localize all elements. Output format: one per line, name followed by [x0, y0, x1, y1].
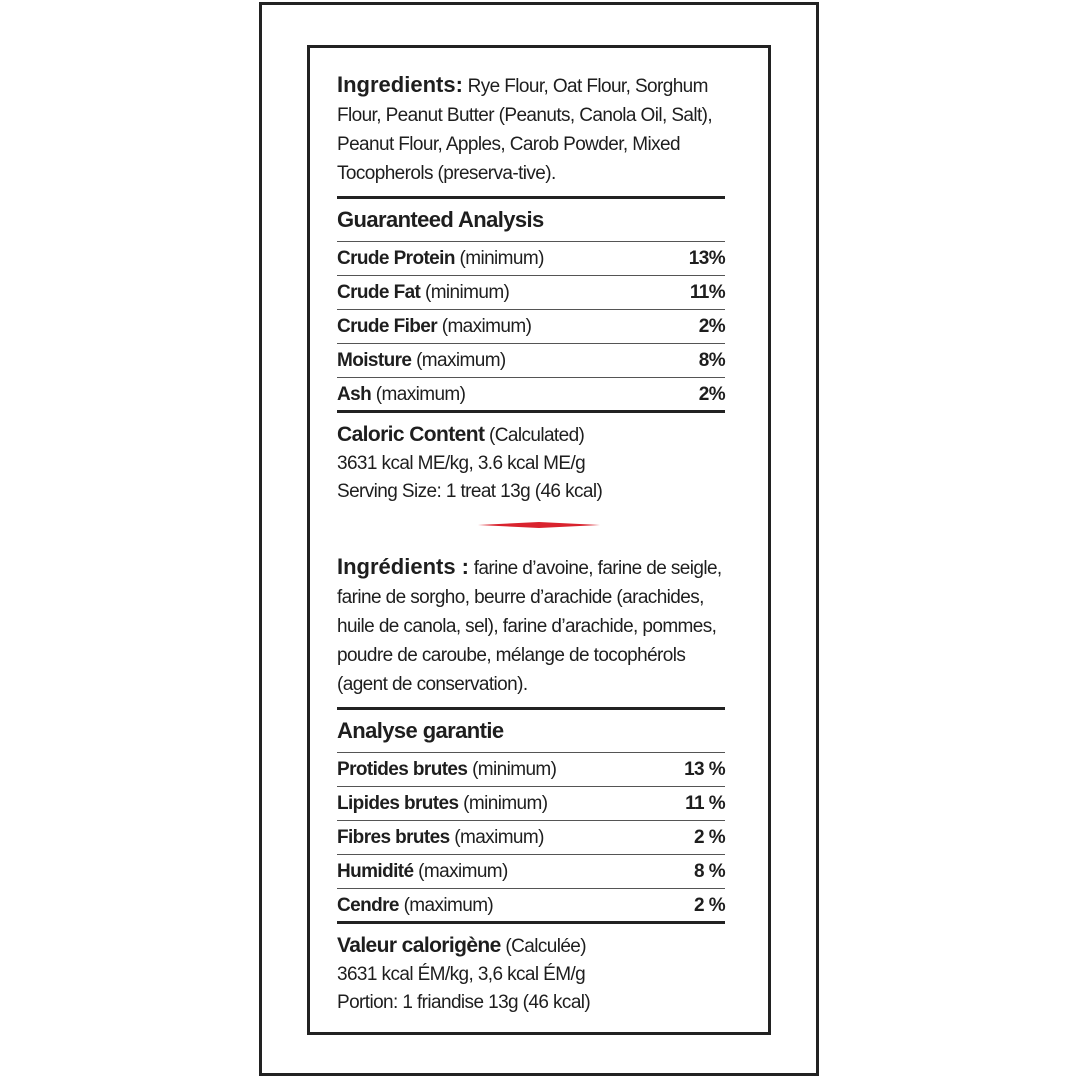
caloric-line1-en: 3631 kcal ME/kg, 3.6 kcal ME/g: [337, 453, 586, 474]
analysis-label: [337, 312, 531, 341]
nutrient-name: Moisture: [337, 350, 412, 371]
analysis-row: [337, 275, 725, 309]
nutrient-name: Ash: [337, 383, 372, 405]
nutrient-value: 11%: [689, 282, 725, 303]
nutrient-value: 2 %: [694, 827, 725, 848]
caloric-line2-en: Serving Size: 1 treat 13g (46 kcal): [337, 481, 603, 502]
nutrient-name: Crude Fiber: [337, 316, 438, 337]
nutrient-name: Lipides brutes: [337, 793, 459, 814]
nutrient-qualifier: (minimum): [459, 248, 544, 269]
nutrient-qualifier: (minimum): [472, 759, 557, 780]
caloric-block-fr: [337, 932, 725, 1017]
analysis-row: [337, 820, 725, 854]
section-divider: [478, 522, 600, 528]
analysis-title-en: Guaranteed Analysis: [337, 207, 544, 232]
analysis-label: [337, 891, 493, 920]
analysis-label: [337, 857, 508, 886]
analysis-label: [337, 789, 547, 818]
nutrient-name: Humidité: [337, 861, 414, 882]
analysis-row: [337, 343, 725, 377]
analysis-label: [337, 380, 465, 409]
ingredients-paragraph-en: [337, 70, 725, 188]
analysis-label: [337, 244, 544, 273]
analysis-label: [337, 823, 544, 852]
nutrient-value: 8%: [698, 350, 725, 371]
caloric-line2-fr: Portion: 1 friandise 13g (46 kcal): [337, 992, 591, 1013]
caloric-label-fr: Valeur calorigène: [337, 934, 501, 957]
ingredients-text-en: Rye Flour, Oat Flour, Sorghum Flour, Peanut Butter (Peanuts, Canola Oil, Salt), Peanut Flour, Apples, Carob Powder, Mixed Tocopherols (preserva-tive).: [337, 76, 713, 184]
nutrient-name: Protides brutes: [337, 759, 468, 780]
nutrient-qualifier: (maximum): [441, 316, 532, 337]
analysis-title-fr: Analyse garantie: [337, 718, 504, 743]
caloric-label-en: Caloric Content: [337, 423, 485, 446]
nutrient-name: Crude Protein: [337, 248, 455, 269]
nutrient-value: 2 %: [694, 894, 725, 916]
analysis-label: [337, 755, 556, 784]
analysis-row: [337, 377, 725, 413]
nutrient-value: 2%: [698, 316, 725, 337]
nutrient-qualifier: (maximum): [454, 827, 544, 848]
nutrient-qualifier: (maximum): [416, 350, 506, 371]
caloric-qualifier-fr: (Calculée): [505, 936, 586, 957]
analysis-label: [337, 278, 509, 307]
ingredients-text-fr: farine d’avoine, farine de seigle, farine de sorgho, beurre d’arachide (arachides, huile de canola, sel), farine d’arachide, pommes, poudre de caroube, mélange de tocophérols (agent de conservation).: [337, 558, 722, 695]
analysis-label: [337, 346, 506, 375]
nutrient-value: 13%: [688, 248, 725, 269]
caloric-line1-fr: 3631 kcal ÉM/kg, 3,6 kcal ÉM/g: [337, 964, 586, 985]
english-section: [337, 70, 725, 506]
analysis-row: [337, 888, 725, 924]
analysis-table-fr: [337, 752, 725, 924]
nutrient-name: Fibres brutes: [337, 827, 450, 848]
analysis-row: [337, 786, 725, 820]
analysis-row: [337, 854, 725, 888]
analysis-table-en: [337, 241, 725, 413]
ingredients-label-fr: Ingrédients :: [337, 554, 470, 579]
nutrient-name: Cendre: [337, 894, 399, 916]
nutrient-qualifier: (maximum): [418, 861, 508, 882]
ingredients-label-en: Ingredients:: [337, 72, 463, 97]
nutrient-name: Crude Fat: [337, 282, 421, 303]
nutrient-value: 8 %: [694, 861, 725, 882]
nutrient-value: 2%: [698, 383, 725, 405]
nutrient-qualifier: (minimum): [463, 793, 548, 814]
french-section: [337, 552, 725, 1017]
nutrient-qualifier: (maximum): [375, 383, 466, 405]
nutrient-value: 11 %: [685, 793, 725, 814]
nutrient-qualifier: (maximum): [403, 894, 494, 916]
analysis-row: [337, 241, 725, 275]
caloric-block-en: [337, 421, 725, 506]
ingredients-paragraph-fr: [337, 552, 725, 699]
nutrient-qualifier: (minimum): [424, 282, 510, 303]
nutrient-value: 13 %: [684, 759, 725, 780]
caloric-qualifier-en: (Calculated): [489, 425, 585, 446]
analysis-row: [337, 752, 725, 786]
analysis-row: [337, 309, 725, 343]
